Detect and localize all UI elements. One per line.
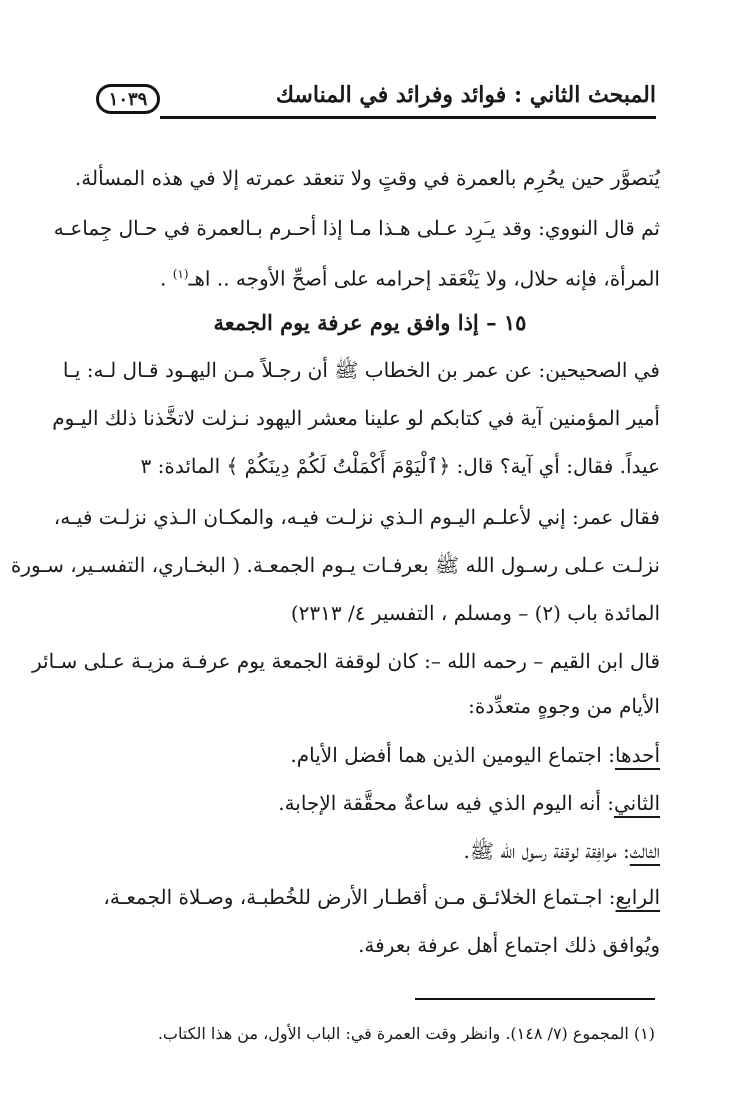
header-rule [160,116,656,119]
list-item-text: : موافِقة لوقفة رسول الله ﷺ. [463,839,630,863]
text-line: ويُوافق ذلك اجتماع أهل عرفة بعرفة. [358,933,660,957]
text-line [80,259,660,294]
page-header [96,80,656,120]
list-item-text: : اجتماع اليومين الذين هما أفضل الأيام. [290,743,615,767]
text-line: المائدة باب (٢) – ومسلم ، التفسير ٤/ ٢٣١٣) [290,601,660,625]
text-run: المرأة، فإنه حلال، ولا يَنْعَقد إحرامه على أصحِّ الأوجه .. اهـ [188,266,660,291]
text-line: فقال عمر: إني لأعلـم اليـوم الـذي نزلـت فيـه، والمكـان الـذي نزلـت فيـه، [53,505,660,529]
text-line: عيداً. فقال: أي آية؟ قال: ﴿ٱلْيَوْمَ أَكْمَلْتُ لَكُمْ دِينَكُمْ ﴾ المائدة: ٣ [140,454,660,478]
list-item-label: الثاني [613,791,660,815]
list-item-text: : أنه اليوم الذي فيه ساعةٌ محقَّقة الإجابة. [278,791,614,815]
footnote: (١) المجموع (٧/ ١٤٨). وانظر وقت العمرة في: الباب الأول، من هذا الكتاب. [157,1024,655,1043]
text-line: ثم قال النووي: وقد يـَرِد عـلى هـذا مـا إذا أحـرم بـالعمرة في حـال جِماعـه [53,216,660,240]
list-item [80,882,660,912]
list-item [80,836,660,866]
footnote-ref: (١) [172,267,189,281]
list-item-text: : اجـتماع الخلائـق مـن أقطـار الأرض للخُطبـة، وصـلاة الجمعـة، [103,885,616,909]
list-item-label: أحدها [614,743,660,767]
list-item-label: الرابع [615,885,660,909]
text-line: يُتصوَّر حين يحُرِم بالعمرة في وقتٍ ولا تنعقد عمرته إلا في هذه المسألة. [74,166,660,190]
list-item [80,740,660,770]
text-run: . [159,266,173,291]
list-item-label: الثالث [629,839,660,863]
section-heading: ١٥ – إذا وافق يوم عرفة يوم الجمعة [213,310,527,335]
text-line: أمير المؤمنين آية في كتابكم لو علينا معشر اليهود نـزلت لاتخَّذنا ذلك اليـوم [52,406,660,430]
footnote-rule [415,998,655,1000]
running-title: المبحث الثاني : فوائد وفرائد في المناسك [275,82,656,108]
text-line: نزلـت عـلى رسـول الله ﷺ بعرفـات يـوم الجمعـة. ( البخـاري، التفسـير، سـورة [10,553,660,577]
page-number: ١٠٣٩ [96,84,160,114]
list-item [80,788,660,818]
text-line: في الصحيحين: عن عمر بن الخطاب ﷺ أن رجـلاً مـن اليهـود قـال لـه: يـا [62,358,660,382]
text-line: قال ابن القيم – رحمه الله –: كان لوقفة الجمعة يوم عرفـة مزيـة عـلى سـائر [32,649,660,673]
text-line: الأيام من وجوهٍ متعدِّدة: [468,694,660,718]
